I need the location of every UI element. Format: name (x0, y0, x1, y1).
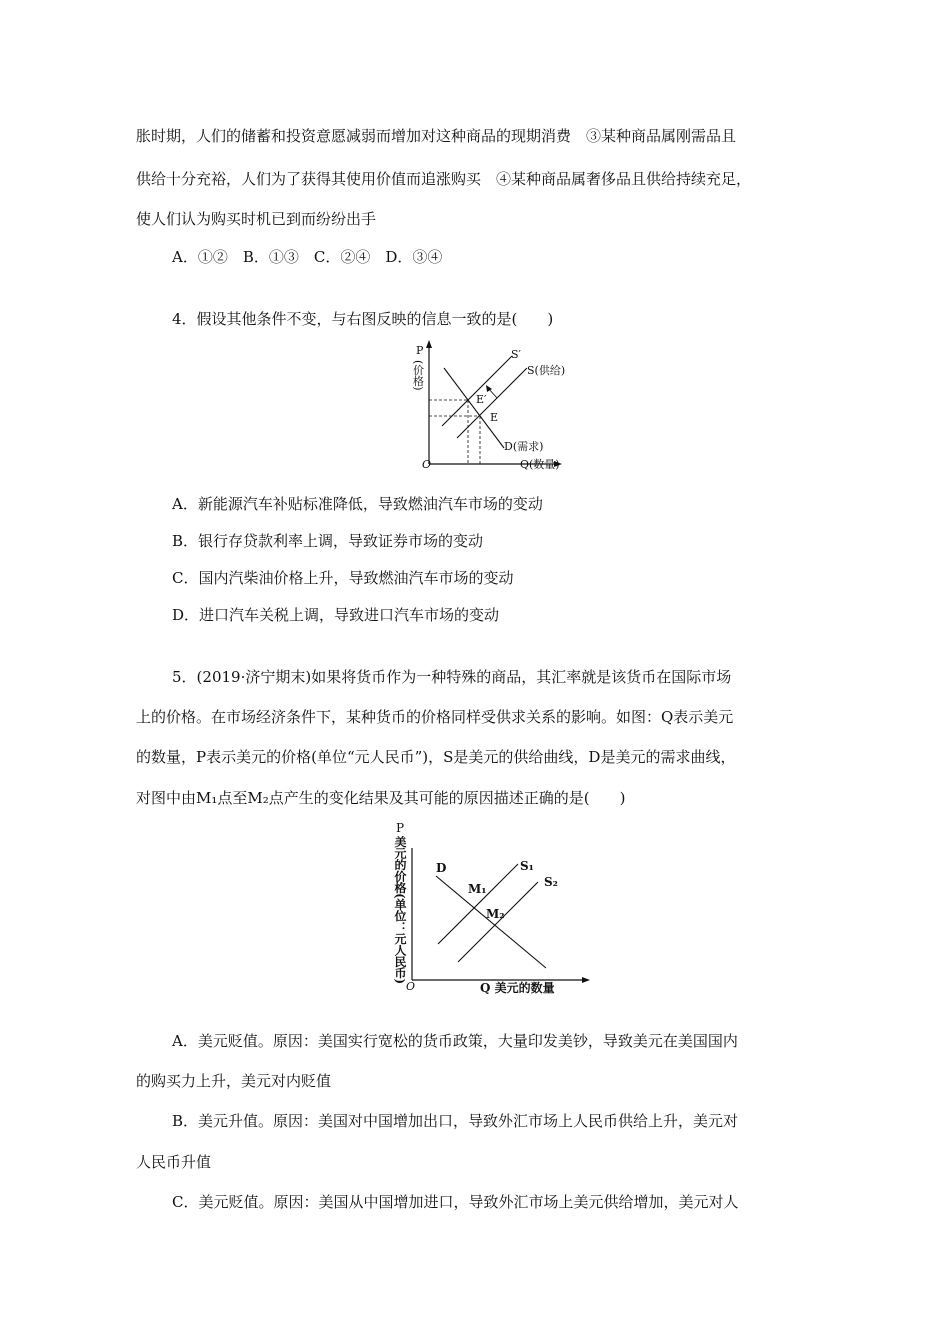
q4-option-a: A．新能源汽车补贴标准降低，导致燃油汽车市场的变动 (172, 495, 543, 513)
q4-stem: 4．假设其他条件不变，与右图反映的信息一致的是( ) (172, 310, 554, 328)
q5-origin: O (406, 980, 416, 993)
q5-label-s1: S₁ (520, 859, 534, 873)
q4-label-s-prime: S′ (511, 348, 522, 361)
q4-label-e: E (490, 411, 499, 424)
q5-label-s2: S₂ (544, 875, 558, 889)
q5-supply-s1 (438, 864, 518, 944)
q4-supply-s (457, 368, 527, 438)
q4-p-label: P (416, 344, 424, 357)
q4-supply-s-prime (442, 356, 512, 426)
q5-exchange-rate-figure (360, 820, 600, 998)
q5-line-4: 对图中由M₁点至M₂点产生的变化结果及其可能的原因描述正确的是( ) (136, 789, 626, 807)
q3-line-1: 胀时期，人们的储蓄和投资意愿减弱而增加对这种商品的现期消费 ③某种商品属刚需品且 (136, 127, 737, 145)
q5-q-label: Q 美元的数量 (480, 981, 555, 995)
q5-option-a-line-2: 的购买力上升，美元对内贬值 (136, 1072, 332, 1090)
q5-q-axis-arrow (582, 977, 590, 983)
q4-p-desc: (价格) (411, 360, 425, 391)
q3-line-2: 供给十分充裕，人们为了获得其使用价值而追涨购买 ④某种商品属奢侈品且供给持续充足， (136, 170, 752, 188)
q4-supply-demand-figure (400, 338, 595, 476)
q4-label-s: S(供给) (527, 364, 566, 377)
q5-option-b-line-2: 人民币升值 (136, 1153, 212, 1171)
q5-line-3: 的数量，P表示美元的价格(单位“元人民币”)，S是美元的供给曲线，D是美元的需求曲线， (136, 748, 736, 766)
q3-options: A．①② B．①③ C．②④ D．③④ (172, 248, 443, 266)
q5-label-d: D (436, 861, 447, 875)
q5-p-label: P (396, 821, 405, 835)
q5-label-m1: M₁ (468, 882, 487, 896)
q4-option-c: C．国内汽柴油价格上升，导致燃油汽车市场的变动 (172, 569, 514, 587)
q5-option-c-line-1: C．美元贬值。原因：美国从中国增加进口，导致外汇市场上美元供给增加，美元对人 (172, 1193, 739, 1211)
q4-q-label: Q(数量) (520, 458, 560, 471)
q4-option-d: D．进口汽车关税上调，导致进口汽车市场的变动 (172, 606, 500, 624)
q3-line-3: 使人们认为购买时机已到而纷纷出手 (136, 210, 377, 228)
q4-option-b: B．银行存贷款利率上调，导致证券市场的变动 (172, 532, 484, 550)
q4-label-d: D(需求) (504, 440, 544, 453)
q5-p-desc: 美元的价格(单位：元人民币) (393, 836, 407, 992)
q5-option-b-line-1: B．美元升值。原因：美国对中国增加出口，导致外汇市场上人民币供给上升，美元对 (172, 1112, 739, 1130)
q4-origin: O (422, 458, 432, 471)
q4-p-axis-arrow (426, 340, 432, 348)
q5-label-m2: M₂ (486, 907, 505, 921)
q4-label-e-prime: E′ (476, 393, 487, 406)
q4-demand-curve (444, 368, 504, 448)
q5-line-2: 上的价格。在市场经济条件下，某种货币的价格同样受供求关系的影响。如图：Q表示美元 (136, 708, 734, 726)
q5-line-1: 5．(2019·济宁期末)如果将货币作为一种特殊的商品，其汇率就是该货币在国际市场 (172, 668, 732, 686)
q5-option-a-line-1: A．美元贬值。原因：美国实行宽松的货币政策，大量印发美钞，导致美元在美国国内 (172, 1032, 738, 1050)
